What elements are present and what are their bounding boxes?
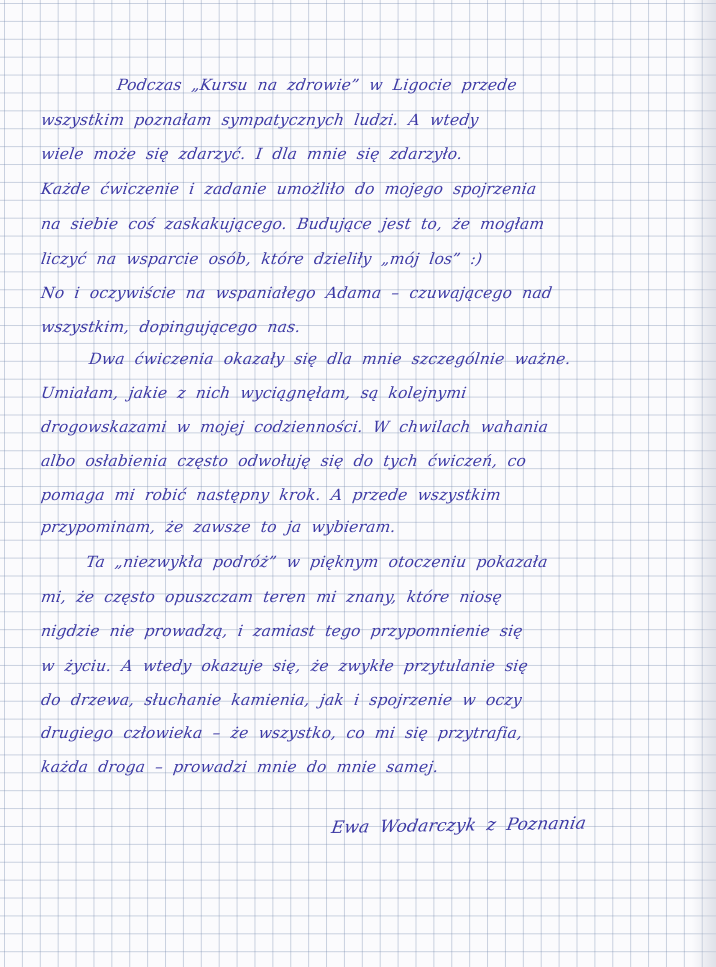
letter-line: wszystkim, dopingującego nas. (39, 318, 302, 336)
letter-line: Każde ćwiczenie i zadanie umożliło do mojego spojrzenia (39, 180, 538, 198)
letter-line: wszystkim poznałam sympatycznych ludzi. A wtedy (39, 111, 480, 129)
letter-line: każda droga – prowadzi mnie do mnie samej. (39, 758, 440, 776)
signature: Ewa Wodarczyk z Poznania (330, 813, 588, 838)
letter-line: liczyć na wsparcie osób, które dzieliły „mój los” :) (39, 250, 484, 268)
letter-line: na siebie coś zaskakującego. Budujące jest to, że mogłam (39, 215, 546, 233)
letter-line: No i oczywiście na wspaniałego Adama – czuwającego nad (39, 284, 554, 302)
letter-line: drogowskazami w mojej codzienności. W chwilach wahania (39, 418, 550, 436)
letter-line: Dwa ćwiczenia okazały się dla mnie szczególnie ważne. (87, 350, 572, 368)
letter-line: Podczas „Kursu na zdrowie” w Ligocie przede (115, 76, 519, 94)
letter-line: do drzewa, słuchanie kamienia, jak i spojrzenie w oczy (39, 691, 524, 709)
letter-line: wiele może się zdarzyć. I dla mnie się zdarzyło. (39, 145, 464, 163)
letter-line: w życiu. A wtedy okazuje się, że zwykłe przytulanie się (39, 657, 530, 675)
letter-line: drugiego człowieka – że wszystko, co mi się przytrafia, (39, 724, 524, 742)
letter-line: albo osłabienia często odwołuję się do tych ćwiczeń, co (39, 452, 528, 470)
letter-line: przypominam, że zawsze to ja wybieram. (39, 518, 397, 536)
letter-line: nigdzie nie prowadzą, i zamiast tego przypomnienie się (39, 622, 524, 640)
letter-line: pomaga mi robić następny krok. A przede wszystkim (39, 486, 503, 504)
letter-line: Ta „niezwykła podróż” w pięknym otoczeniu pokazała (84, 553, 549, 571)
letter-line: Umiałam, jakie z nich wyciągnęłam, są kolejnymi (39, 384, 468, 402)
letter-line: mi, że często opuszczam teren mi znany, które niosę (39, 588, 504, 606)
